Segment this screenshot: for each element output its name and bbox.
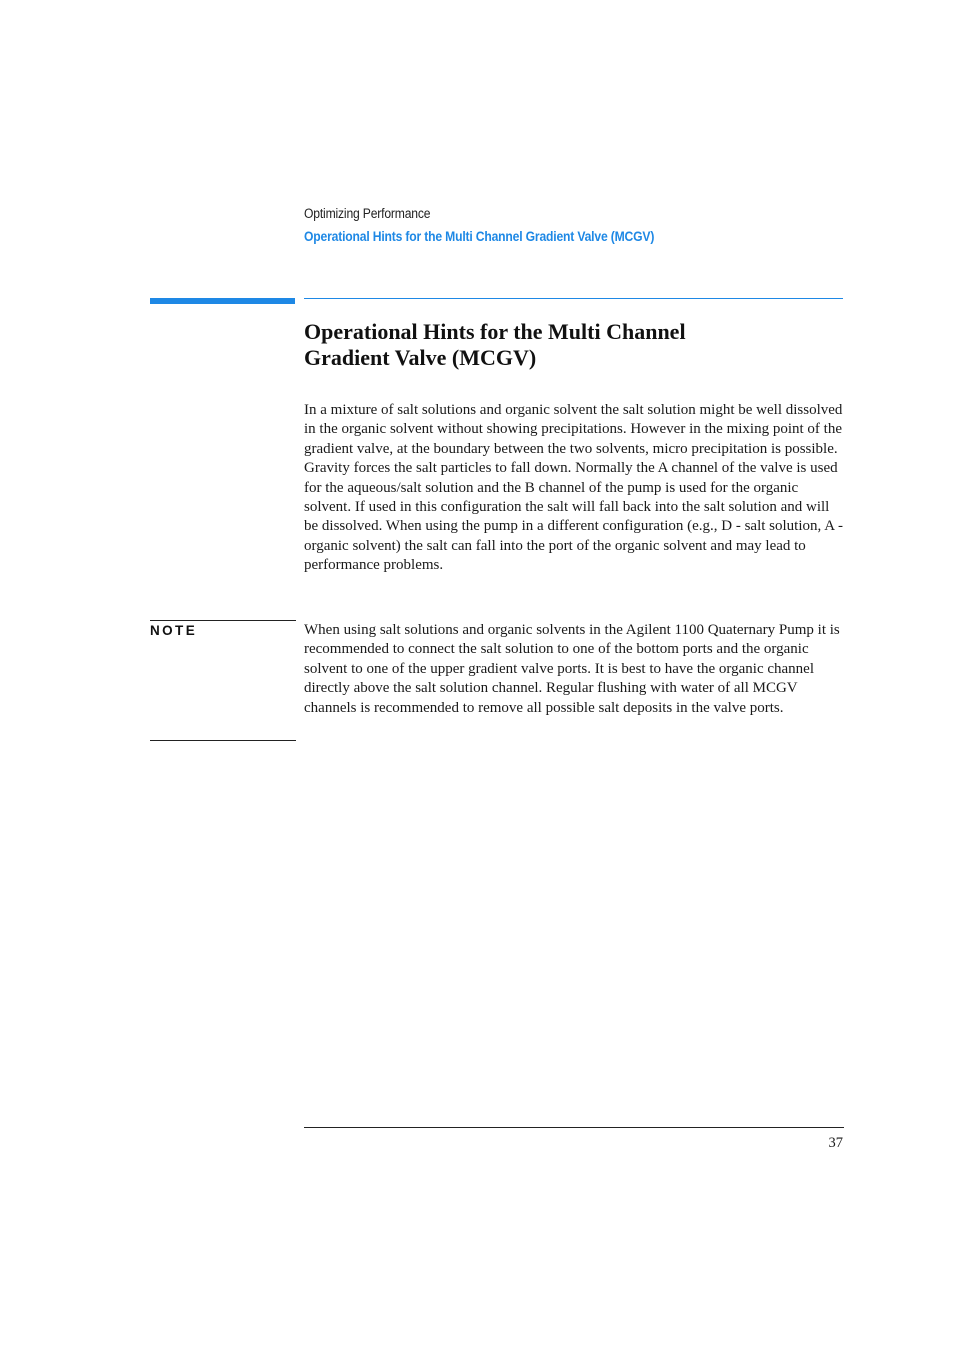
running-head-chapter: Optimizing Performance <box>304 206 431 221</box>
body-paragraph: In a mixture of salt solutions and organic solvent the salt solution might be well dissolved in the organic solvent without showing precipitations. However in the mixing point of the gradient valve, at the boundary between the two solvents, micro precipitation is possible. Gravity forces the salt particles to fall down. Normally the A channel of the valve is used for the aqueous/salt solution and the B channel of the pump is used for the organic solvent. If used in this configuration the salt will fall back into the salt solution and will be dissolved. When using the pump in a different configuration (e.g., D - salt solution, A -organic solvent) the salt can fall into the port of the organic solvent and may lead to performance problems. <box>304 402 843 574</box>
section-accent-bar <box>150 298 295 304</box>
footer-rule <box>304 1127 844 1128</box>
page-number: 37 <box>828 1135 843 1151</box>
note-text: When using salt solutions and organic solvents in the Agilent 1100 Quaternary Pump it is recommended to connect the salt solution to one of the bottom ports and the organic solvent to one of the upper gradient valve ports. It is best to have the organic channel directly above the salt solution channel. Regular flushing with water of all MCGV channels is recommended to remove all possible salt deposits in the valve ports. <box>304 622 840 716</box>
running-head <box>304 204 844 247</box>
running-head-section: Operational Hints for the Multi Channel Gradient Valve (MCGV) <box>304 229 655 244</box>
section-title <box>304 319 844 371</box>
section-accent-rule <box>304 298 843 299</box>
note-rule-bottom <box>150 740 296 741</box>
note-label: NOTE <box>150 623 198 638</box>
section-title-line2: Gradient Valve (MCGV) <box>304 345 537 370</box>
note-rule-top <box>150 620 296 621</box>
section-title-line1: Operational Hints for the Multi Channel <box>304 319 686 344</box>
